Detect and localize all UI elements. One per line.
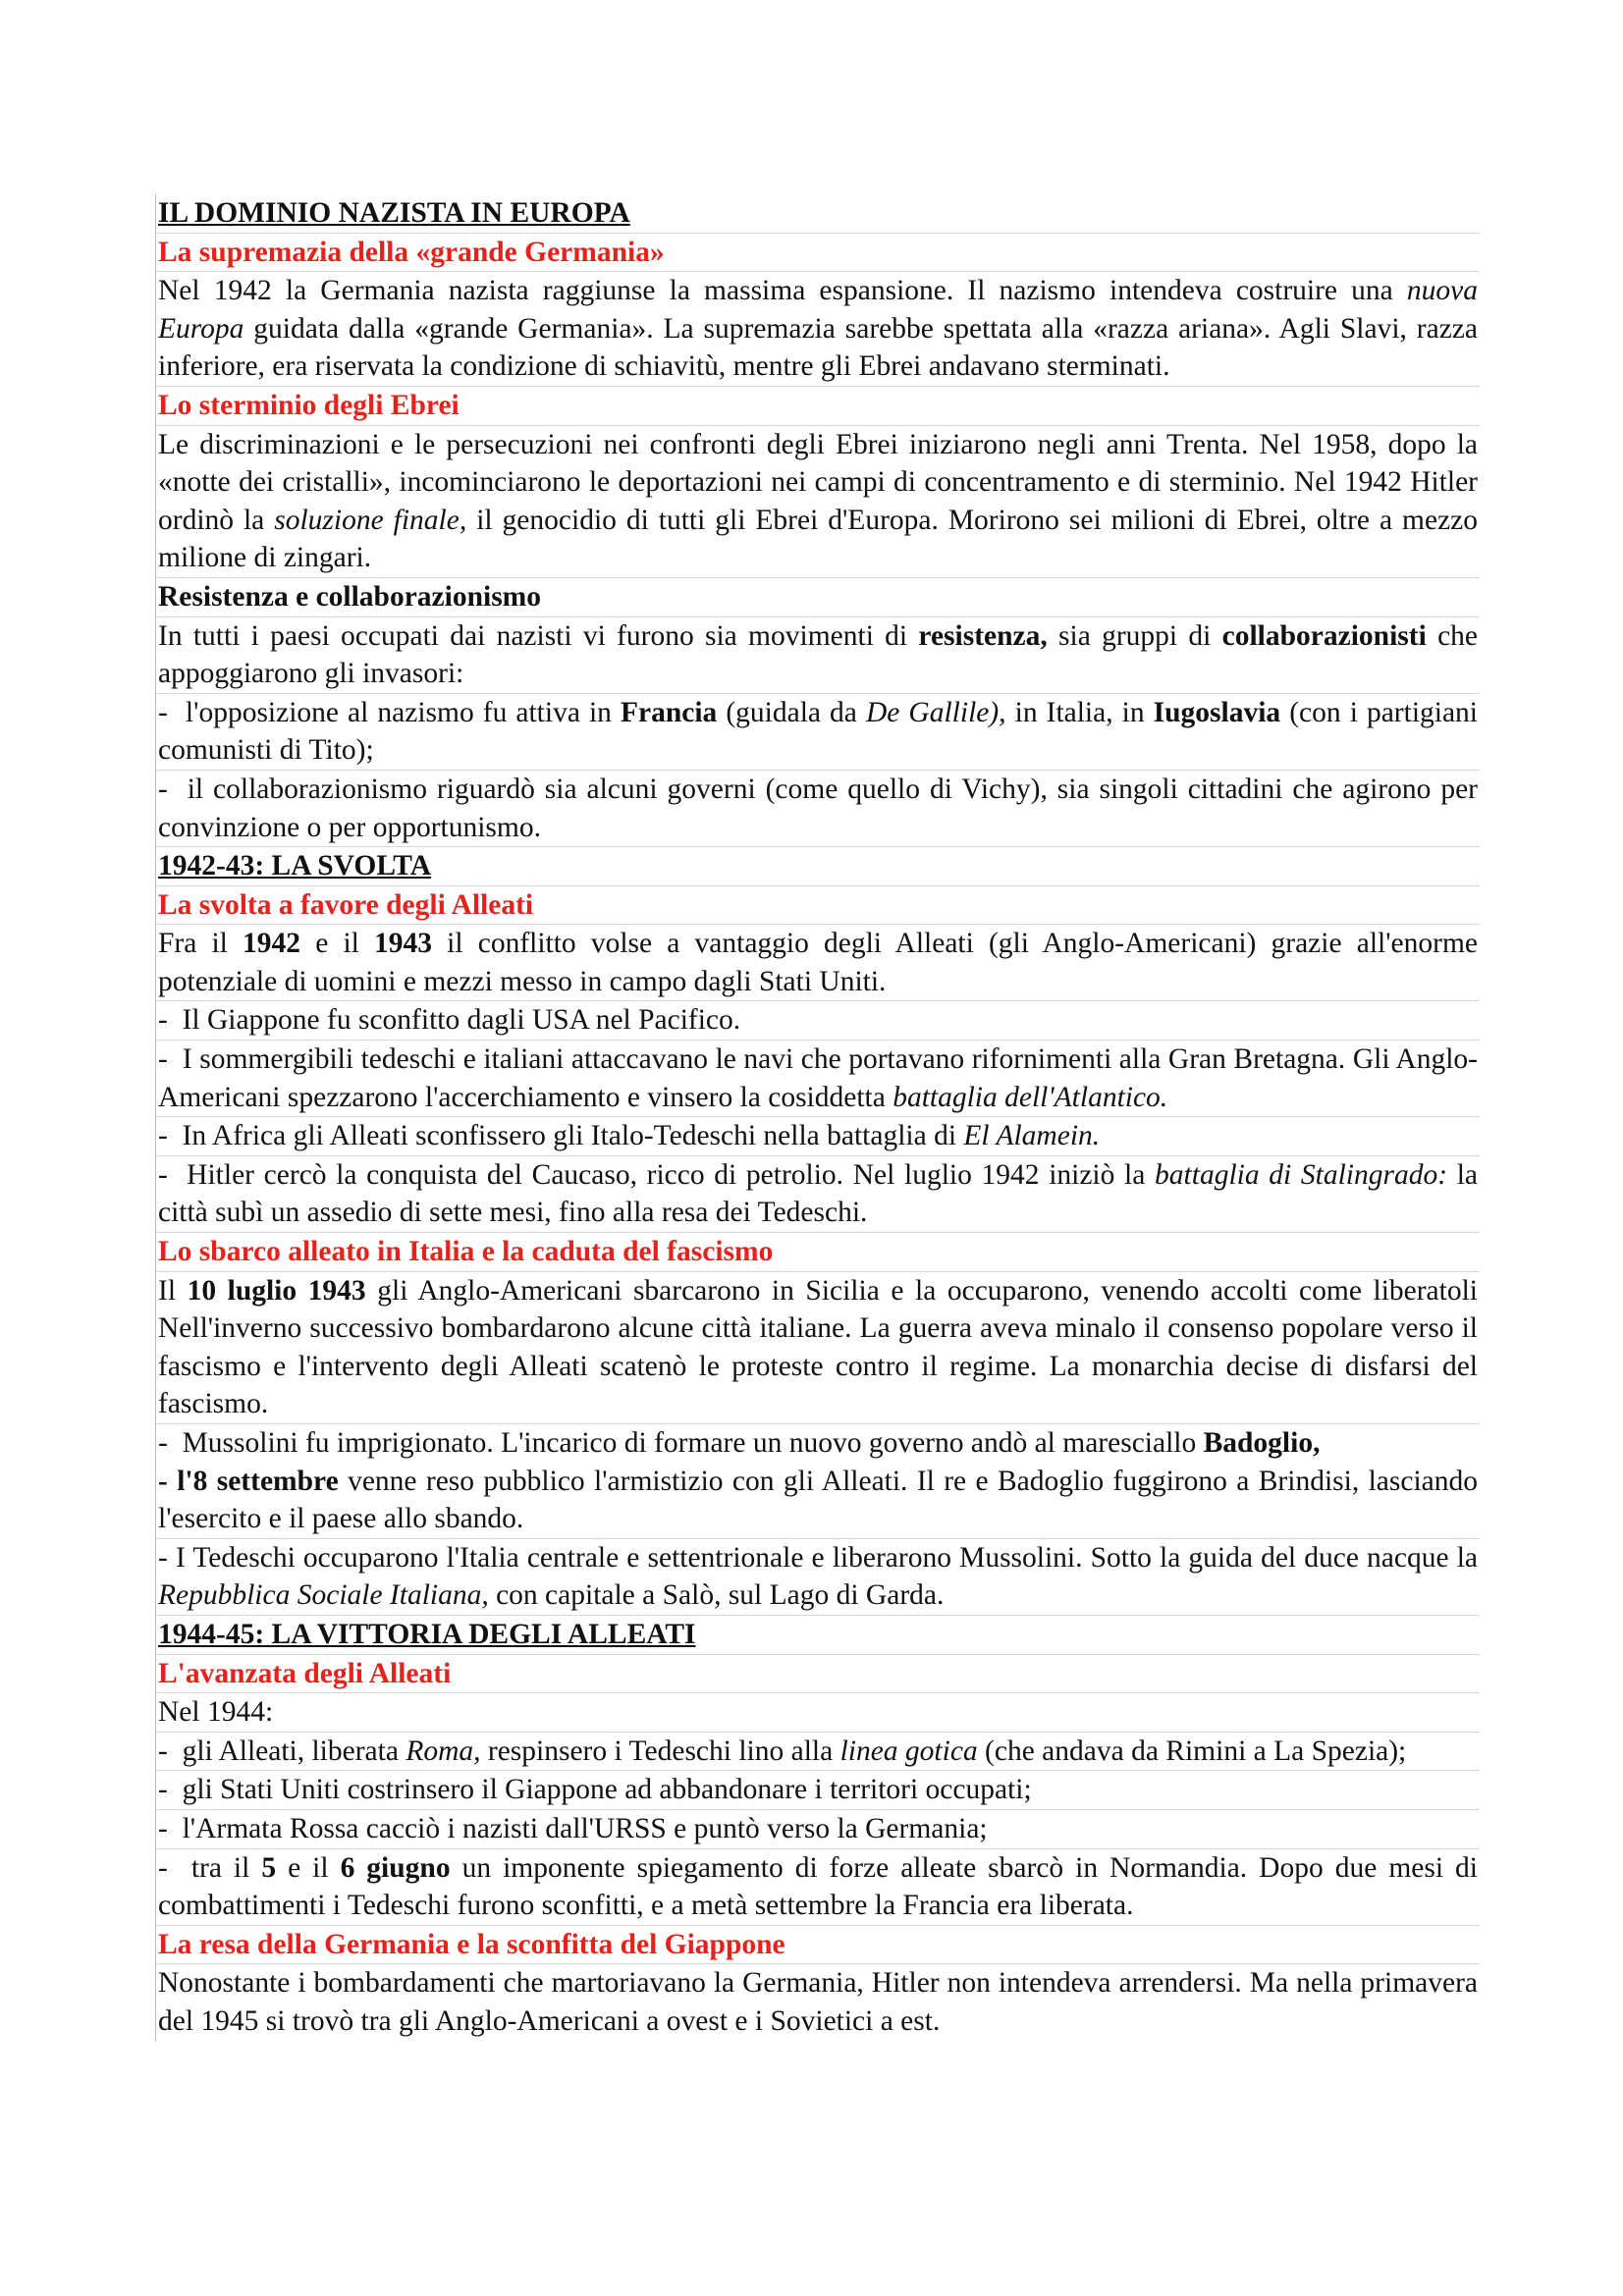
list-item-collaborazionismo: - il collaborazionismo riguardò sia alcuni governi (come quello di Vichy), sia singoli cittadini che agirono per convinzione o per opportunismo. — [156, 771, 1480, 847]
paragraph-supremazia: Nel 1942 la Germania nazista raggiunse la massima espansione. Il nazismo intendeva costruire una nuova Europa guidata dalla «grande Germania». La supremazia sarebbe spettata alla «razza ariana». Agli Slavi, razza inferiore, era riservata la condizione di schiavitù, mentre gli Ebrei andavano sterminati. — [156, 272, 1480, 387]
subheading-resa-germania: La resa della Germania e la sconfitta del Giappone — [156, 1926, 1480, 1965]
subheading-avanzata: L'avanzata degli Alleati — [156, 1655, 1480, 1694]
list-item-roma: - gli Alleati, liberata Roma, respinsero i Tedeschi lino alla linea gotica (che andava da Rimini a La Spezia); — [156, 1733, 1480, 1772]
list-item-tedeschi-italia: - I Tedeschi occuparono l'Italia centrale e settentrionale e liberarono Mussolini. Sotto la guida del duce nacque la Repubblica Sociale Italiana, con capitale a Salò, sul Lago di Garda. — [156, 1539, 1480, 1616]
subheading-sterminio: Lo sterminio degli Ebrei — [156, 387, 1480, 426]
subheading-svolta-alleati: La svolta a favore degli Alleati — [156, 886, 1480, 926]
paragraph-svolta: Fra il 1942 e il 1943 il conflitto volse a vantaggio degli Alleati (gli Anglo-Americani) grazie all'enorme potenziale di uomini e mezzi messo in campo dagli Stati Uniti. — [156, 925, 1480, 1001]
paragraph-sbarco: Il 10 luglio 1943 gli Anglo-Americani sbarcarono in Sicilia e la occuparono, venendo accolti come liberatoli Nell'inverno successivo bombardarono alcune città italiane. La guerra aveva minalo il consenso popolare verso il fascismo e l'intervento degli Alleati scatenò le proteste contro il regime. La monarchia decise di disfarsi del fascismo. — [156, 1272, 1480, 1424]
list-item-africa: - In Africa gli Alleati sconfissero gli Italo-Tedeschi nella battaglia di El Alamein. — [156, 1117, 1480, 1156]
document-body — [155, 194, 1480, 2041]
list-item-giappone: - Il Giappone fu sconfitto dagli USA nel Pacifico. — [156, 1001, 1480, 1041]
list-item-armata-rossa: - l'Armata Rossa cacciò i nazisti dall'URSS e puntò verso la Germania; — [156, 1810, 1480, 1849]
heading-vittoria-alleati: 1944-45: LA VITTORIA DEGLI ALLEATI — [156, 1616, 1480, 1655]
paragraph-resa: Nonostante i bombardamenti che martoriavano la Germania, Hitler non intendeva arrendersi. Ma nella primavera del 1945 si trovò tra gli Anglo-Americani a ovest e i Sovietici a est. — [158, 1967, 1478, 2037]
list-item-caucaso: - Hitler cercò la conquista del Caucaso, ricco di petrolio. Nel luglio 1942 iniziò la battaglia di Stalingrado: la città subì un assedio di sette mesi, fino alla resa dei Tedeschi. — [156, 1156, 1480, 1233]
heading-svolta: 1942-43: LA SVOLTA — [156, 847, 1480, 886]
list-item-stati-uniti: - gli Stati Uniti costrinsero il Giappone ad abbandonare i territori occupati; — [156, 1771, 1480, 1810]
list-item-opposizione: - l'opposizione al nazismo fu attiva in Francia (guidala da De Gallile), in Italia, in Iugoslavia (con i partigiani comunisti di Tito); — [156, 694, 1480, 771]
list-item-sommergibili: - I sommergibili tedeschi e italiani attaccavano le navi che portavano rifornimenti alla Gran Bretagna. Gli Anglo-Americani spezzarono l'accerchiamento e vinsero la cosiddetta battaglia dell'Atlantico. — [156, 1041, 1480, 1117]
list-item-mussolini: - Mussolini fu imprigionato. L'incarico di formare un nuovo governo andò al maresciallo Badoglio, - l'8 settembre venne reso pubblico l'armistizio con gli Alleati. Il re e Badoglio fuggirono a Brindisi, lasciando l'esercito e il paese allo sbando. — [156, 1424, 1480, 1539]
list-item-normandia: - tra il 5 e il 6 giugno un imponente spiegamento di forze alleate sbarcò in Normandia. Dopo due mesi di combattimenti i Tedeschi furono sconfitti, e a metà settembre la Francia era liberata. — [156, 1849, 1480, 1926]
subheading-sbarco-italia: Lo sbarco alleato in Italia e la caduta del fascismo — [156, 1233, 1480, 1272]
subheading-supremazia: La supremazia della «grande Germania» — [156, 234, 1480, 273]
paragraph-resistenza: In tutti i paesi occupati dai nazisti vi furono sia movimenti di resistenza, sia gruppi di collaborazionisti che appoggiarono gli invasori: — [156, 617, 1480, 694]
subheading-resistenza: Resistenza e collaborazionismo — [156, 578, 1480, 617]
heading-dominio-nazista: IL DOMINIO NAZISTA IN EUROPA — [156, 194, 1480, 234]
paragraph-1944: Nel 1944: — [156, 1693, 1480, 1733]
paragraph-sterminio: Le discriminazioni e le persecuzioni nei confronti degli Ebrei iniziarono negli anni Trenta. Nel 1958, dopo la «notte dei cristalli», incominciarono le deportazioni nei campi di concentramento e di sterminio. Nel 1942 Hitler ordinò la soluzione finale, il genocidio di tutti gli Ebrei d'Europa. Morirono sei milioni di Ebrei, oltre a mezzo milione di zingari. — [156, 426, 1480, 578]
